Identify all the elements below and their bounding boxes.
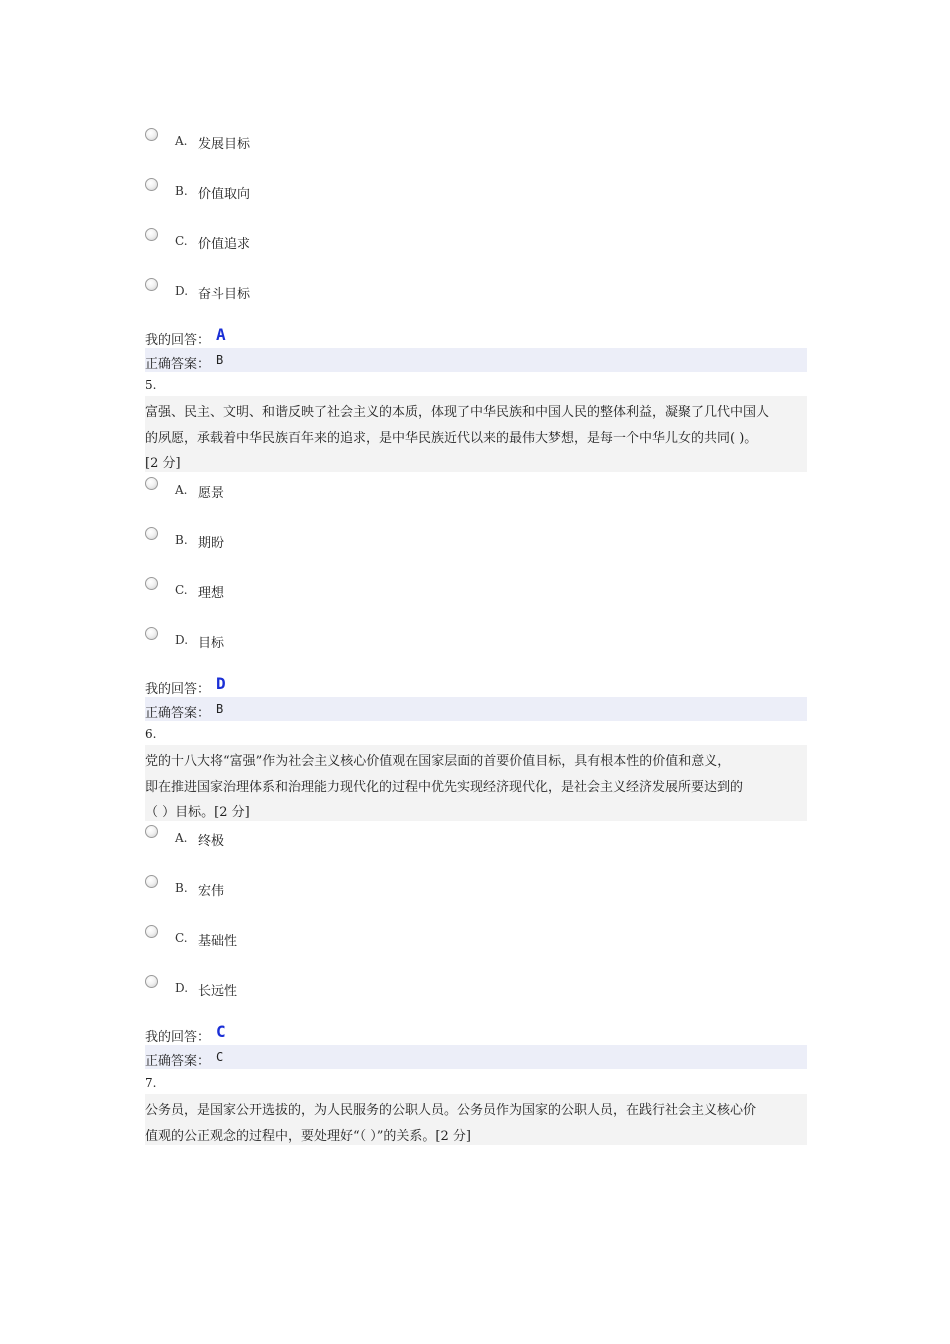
q4-option-b[interactable]: B. 价值取向 — [145, 178, 445, 198]
my-answer-value: A — [216, 325, 226, 344]
radio-button[interactable] — [145, 527, 158, 540]
q5-correct-answer: 正确答案： B — [145, 697, 807, 721]
q6-my-answer: 我的回答： C — [145, 1022, 226, 1045]
q6-question-text: 党的十八大将“富强”作为社会主义核心价值观在国家层面的首要价值目标，具有根本性的价值和意义， 即在推进国家治理体系和治理能力现代化的过程中优先实现经济现代化，是社会主义经济发展所要达到的 （ ）目标。[2 分] — [145, 745, 807, 821]
radio-button[interactable] — [145, 825, 158, 838]
q5-option-b[interactable]: B. 期盼 — [145, 527, 445, 547]
q6-number: 6. — [145, 727, 157, 741]
q5-option-d[interactable]: D. 目标 — [145, 627, 445, 647]
radio-button[interactable] — [145, 477, 158, 490]
my-answer-value: C — [216, 1022, 226, 1041]
q6-option-a[interactable]: A. 终极 — [145, 825, 445, 845]
radio-button[interactable] — [145, 228, 158, 241]
radio-button[interactable] — [145, 278, 158, 291]
radio-button[interactable] — [145, 577, 158, 590]
q6-option-b[interactable]: B. 宏伟 — [145, 875, 445, 895]
q4-option-a[interactable]: A. 发展目标 — [145, 128, 445, 148]
q6-option-c[interactable]: C. 基础性 — [145, 925, 445, 945]
correct-answer-value: B — [216, 702, 224, 716]
q5-option-a[interactable]: A. 愿景 — [145, 477, 445, 497]
q6-option-d[interactable]: D. 长远性 — [145, 975, 445, 995]
q6-correct-answer: 正确答案： C — [145, 1045, 807, 1069]
q4-my-answer: 我的回答： A — [145, 325, 226, 348]
q5-number: 5. — [145, 378, 157, 392]
radio-button[interactable] — [145, 975, 158, 988]
q4-option-d[interactable]: D. 奋斗目标 — [145, 278, 445, 298]
radio-button[interactable] — [145, 875, 158, 888]
q5-question-text: 富强、民主、文明、和谐反映了社会主义的本质，体现了中华民族和中国人民的整体利益，凝聚了几代中国人 的夙愿，承载着中华民族百年来的追求，是中华民族近代以来的最伟大梦想，是每一个中华儿女的共同( )。 [2 分] — [145, 396, 807, 472]
my-answer-value: D — [216, 674, 226, 693]
q4-option-c[interactable]: C. 价值追求 — [145, 228, 445, 248]
correct-answer-value: B — [216, 353, 224, 367]
radio-button[interactable] — [145, 925, 158, 938]
radio-button[interactable] — [145, 627, 158, 640]
q5-option-c[interactable]: C. 理想 — [145, 577, 445, 597]
correct-answer-value: C — [216, 1050, 224, 1064]
q7-number: 7. — [145, 1076, 157, 1090]
q4-correct-answer: 正确答案： B — [145, 348, 807, 372]
radio-button[interactable] — [145, 178, 158, 191]
q5-my-answer: 我的回答： D — [145, 674, 226, 697]
q7-question-text: 公务员，是国家公开选拔的，为人民服务的公职人员。公务员作为国家的公职人员，在践行社会主义核心价 值观的公正观念的过程中，要处理好“（ ）”的关系。[2 分] — [145, 1094, 807, 1145]
radio-button[interactable] — [145, 128, 158, 141]
